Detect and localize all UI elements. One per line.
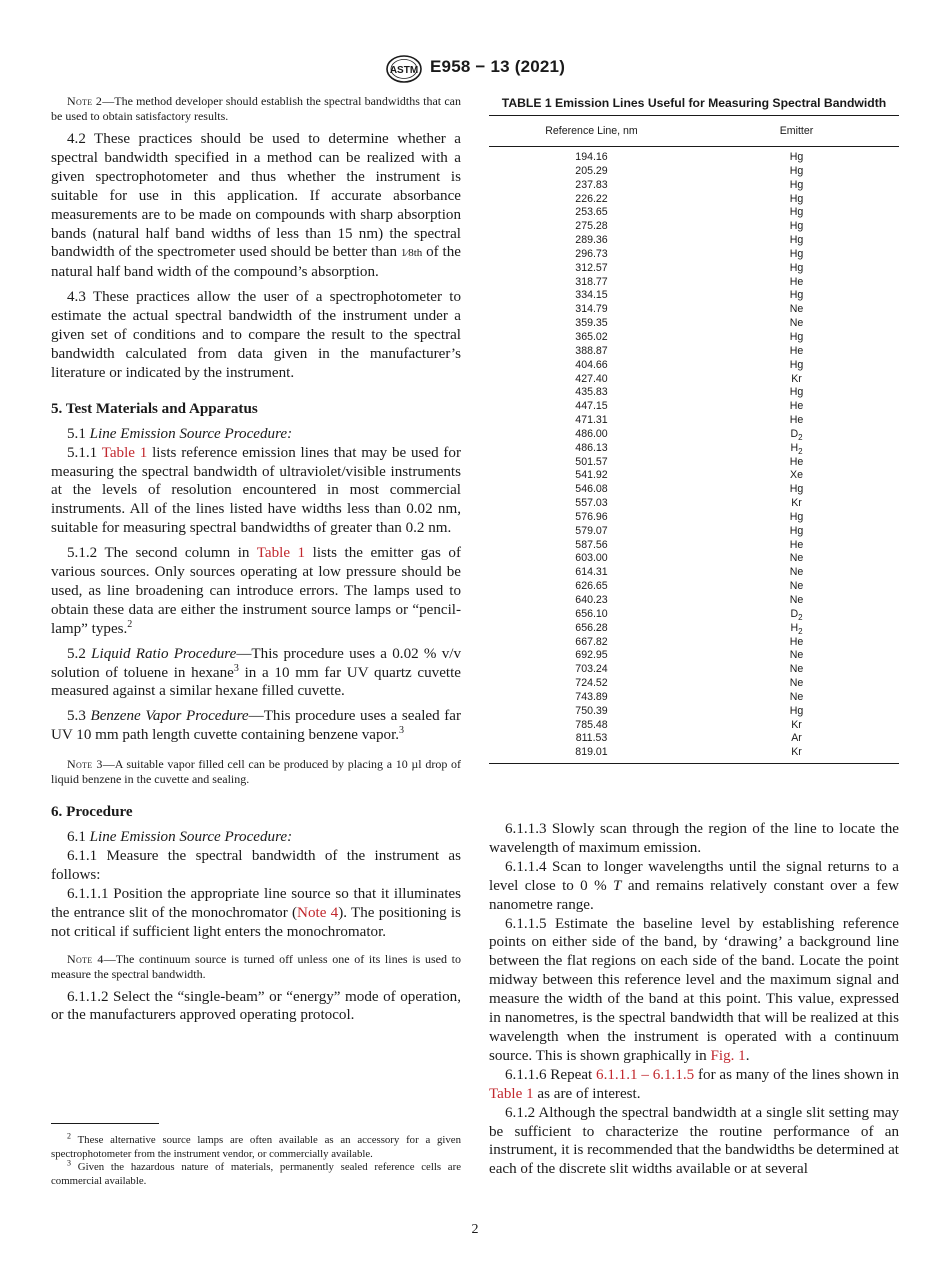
emitter-cell: $D_2$ [790, 607, 803, 622]
reference-line-cell: 318.77 [575, 275, 608, 288]
page-header [0, 52, 950, 86]
reference-line-cell: 486.00 [575, 427, 608, 440]
astm-logo [384, 54, 424, 84]
section-5-3: 5.3 Benzene Vapor Procedure—This procedure uses a sealed far UV 10 mm path length cuvette containing benzene vapor.$^3$ [51, 708, 461, 744]
emitter-cell: Hg [789, 524, 804, 537]
reference-line-cell: 667.82 [575, 635, 608, 648]
reference-line-cell: 447.15 [575, 400, 608, 413]
table-row [489, 566, 899, 580]
table-row [489, 414, 899, 428]
table-1-link[interactable]: Table 1 [101, 444, 148, 461]
section-6-1-1-2: 6.1.1.2 Select the “single-beam” or “energy” mode of operation, or the manufacturers approved operating protocol. [51, 988, 461, 1024]
reference-line-cell: 194.16 [575, 151, 608, 163]
table-row [489, 746, 899, 760]
emitter-cell: Hg [789, 206, 804, 219]
table-row [489, 289, 899, 303]
table-row [489, 608, 899, 622]
section-6-heading: 6. Procedure [51, 804, 133, 821]
emitter-cell: $H_2$ [790, 441, 803, 456]
table-row [489, 456, 899, 470]
reference-line-cell: 579.07 [575, 524, 608, 537]
table-row [489, 428, 899, 442]
reference-line-cell: 314.79 [575, 303, 608, 316]
reference-line-cell: 541.92 [575, 469, 608, 482]
table-row [489, 663, 899, 677]
section-5-heading: 5. Test Materials and Apparatus [51, 400, 258, 417]
emitter-cell: Hg [789, 178, 804, 191]
reference-line-cell: 656.28 [575, 621, 608, 634]
table-row [489, 719, 899, 733]
table-row [489, 151, 899, 165]
reference-line-cell: 811.53 [575, 732, 608, 745]
section-6-1-1-3: 6.1.1.3 Slowly scan through the region of the line to locate the wavelength of maximum emission. [489, 821, 899, 856]
table-row [489, 539, 899, 553]
right-column [489, 820, 899, 1179]
reference-line-cell: 334.15 [575, 289, 608, 302]
emitter-cell: Kr [791, 718, 802, 731]
section-6-1: 6.1 Line Emission Source Procedure: [67, 829, 293, 846]
table-row [489, 303, 899, 317]
emitter-cell: Ne [789, 649, 804, 662]
section-6-1-1-4: 6.1.1.4 Scan to longer wavelengths until the signal returns to a level close to 0 % T and remains relatively constant over a few nanometre range. [489, 858, 899, 913]
emitter-cell: Hg [789, 234, 804, 247]
reference-line-cell: 205.29 [575, 164, 608, 177]
note-2: Note 2—The method developer should establish the spectral bandwidths that can be used to obtain satisfactory results. [51, 94, 461, 123]
section-5-2: 5.2 Liquid Ratio Procedure—This procedure uses a 0.02 % v/v solution of toluene in hexane$^3$ in a 10 mm far UV quartz cuvette measured against a similar hexane filled cuvette. [51, 645, 462, 700]
emitter-cell: He [789, 635, 804, 648]
table-row [489, 497, 899, 511]
section-6-1-1-6: 6.1.1.6 Repeat 6.1.1.1 – 6.1.1.5 for as many of the lines shown in Table 1 as are of interest. [489, 1066, 900, 1102]
emitter-cell: He [789, 414, 804, 427]
reference-line-cell: 692.95 [575, 649, 608, 662]
reference-line-cell: 743.89 [575, 690, 608, 703]
emitter-cell: Hg [789, 510, 804, 523]
section-4-3: 4.3 These practices allow the user of a spectrophotometer to estimate the actual spectral bandwidth of the instrument under a given set of conditions and to compare the result to the spectral bandwidth calculated from data given in the manufacturer’s literature or indicated by the instrument. [51, 289, 461, 381]
emitter-cell: Ne [789, 566, 804, 579]
reference-line-cell: 626.65 [575, 580, 608, 593]
emitter-cell: Ne [789, 552, 804, 565]
table-row [489, 234, 899, 248]
document-id: E958 − 13 (2021) [430, 57, 566, 76]
column-header-emitter: Emitter [779, 125, 814, 137]
section-6-1-2: 6.1.2 Although the spectral bandwidth at a single slit setting may be sufficient to characterize the routine performance of an instrument, it is recommended that the bandwidths be determined at each of the discrete slit widths available or at several [489, 1104, 899, 1178]
reference-line-cell: 359.35 [575, 317, 608, 330]
section-5-1-2: 5.1.2 The second column in Table 1 lists the emitter gas of various sources. Only sources operating at low pressure should be used, as line broadening can introduce errors. The lamps used to obtain these data are either the instrument source lamps or “pencil-lamp” types.$^2$ [51, 545, 461, 637]
table-row [489, 373, 899, 387]
reference-line-cell: 471.31 [575, 414, 608, 427]
fig-1-link[interactable]: Fig. 1 [710, 1047, 746, 1064]
emitter-cell: Hg [789, 358, 804, 371]
table-row [489, 649, 899, 663]
note-4: Note 4—The continuum source is turned off unless one of its lines is used to measure the spectral bandwidth. [51, 951, 461, 981]
reference-line-cell: 587.56 [575, 538, 608, 551]
table-row [489, 636, 899, 650]
emitter-cell: Ar [791, 732, 802, 745]
emitter-cell: Ne [789, 663, 804, 676]
emitter-cell: Kr [791, 746, 802, 759]
table-row [489, 580, 899, 594]
table-title: TABLE 1 Emission Lines Useful for Measuring Spectral Bandwidth [501, 96, 887, 110]
table-row [489, 400, 899, 414]
table-row [489, 262, 899, 276]
reference-line-cell: 785.48 [575, 718, 608, 731]
section-4-2: 4.2 These practices should be used to determine whether a spectral bandwidth specified in a method can be realized with a given spectrophotometer and thus whether the instrument is suitable for use in this application. If accurate absorbance measurements are to be made on compounds with sharp absorption bands (natural half band widths of less than 15 nm) the spectral bandwidth of the spectrometer used should be better than 1⁄8th of the natural half band width of the compound’s absorption. [51, 131, 461, 281]
reference-line-cell: 576.96 [575, 510, 608, 523]
emitter-cell: Ne [789, 580, 804, 593]
emitter-cell: He [789, 275, 804, 288]
table-1 [489, 96, 899, 764]
svg-text:ASTM: ASTM [389, 65, 419, 76]
table-row [489, 331, 899, 345]
reference-line-cell: 435.83 [575, 386, 608, 399]
reference-line-cell: 427.40 [575, 372, 608, 385]
section-range-link[interactable]: 6.1.1.1 – 6.1.1.5 [596, 1066, 695, 1083]
footnote-3: $^3$ Given the hazardous nature of materials, permanently sealed reference cells are commercial available. [51, 1158, 461, 1187]
emitter-cell: Xe [790, 469, 803, 482]
emitter-cell: Kr [791, 497, 802, 510]
reference-line-cell: 275.28 [575, 220, 608, 233]
page-number: 2 [471, 1222, 479, 1237]
table-1-link[interactable]: Table 1 [256, 545, 306, 562]
reference-line-cell: 253.65 [575, 206, 608, 219]
table-row [489, 206, 899, 220]
table-1-link[interactable]: Table 1 [489, 1085, 534, 1102]
reference-line-cell: 724.52 [575, 677, 608, 690]
table-row [489, 345, 899, 359]
reference-line-cell: 296.73 [575, 247, 608, 260]
reference-line-cell: 703.24 [575, 663, 608, 676]
note-3: Note 3—A suitable vapor filled cell can be produced by placing a 10 µl drop of liquid benzene in the cuvette and sealing. [51, 757, 461, 787]
table-row [489, 442, 899, 456]
table-row [489, 677, 899, 691]
emitter-cell: $H_2$ [790, 621, 803, 636]
table-row [489, 552, 899, 566]
table-row [489, 691, 899, 705]
column-header-reference-line: Reference Line, nm [545, 125, 638, 137]
table-header [489, 116, 899, 146]
reference-line-cell: 614.31 [575, 566, 608, 579]
emitter-cell: Hg [789, 192, 804, 205]
emitter-cell: Hg [789, 289, 804, 302]
emitter-cell: Ne [789, 690, 804, 703]
emitter-cell: He [789, 400, 804, 413]
section-6-1-1-5: 6.1.1.5 Estimate the baseline level by establishing reference points on either side of the band, by ‘drawing’ a background line between the flat regions on each side of the band. Locate the point midway between this reference level and the maximum signal and measure the width of the band at this point. This value, expressed in nanometres, is the spectral bandwidth that will be realized at this wavelength when the instrument is operated with a continuum source. This is shown graphically in Fig. 1. [489, 915, 899, 1064]
emitter-cell: Hg [789, 164, 804, 177]
emitter-cell: Hg [789, 704, 804, 717]
reference-line-cell: 656.10 [575, 607, 608, 620]
emitter-cell: Kr [791, 372, 802, 385]
reference-line-cell: 557.03 [575, 497, 608, 510]
reference-line-cell: 226.22 [575, 192, 608, 205]
emitter-cell: Hg [789, 151, 804, 163]
footnotes [51, 1131, 461, 1188]
reference-line-cell: 501.57 [575, 455, 608, 468]
table-row [489, 386, 899, 400]
table-row [489, 248, 899, 262]
section-5-1: 5.1 Line Emission Source Procedure: [67, 425, 293, 442]
emitter-cell: He [789, 455, 804, 468]
emitter-cell: Ne [789, 317, 804, 330]
reference-line-cell: 486.13 [575, 441, 608, 454]
reference-line-cell: 404.66 [575, 358, 608, 371]
section-6-1-1: 6.1.1 Measure the spectral bandwidth of the instrument as follows: [51, 848, 461, 883]
table-row [489, 594, 899, 608]
reference-line-cell: 603.00 [575, 552, 608, 565]
reference-line-cell: 546.08 [575, 483, 608, 496]
reference-line-cell: 237.83 [575, 178, 608, 191]
reference-line-cell: 312.57 [575, 261, 608, 274]
emitter-cell: Hg [789, 247, 804, 260]
table-row [489, 483, 899, 497]
table-row [489, 525, 899, 539]
emitter-cell: Hg [789, 220, 804, 233]
reference-line-cell: 289.36 [575, 234, 608, 247]
reference-line-cell: 640.23 [575, 594, 608, 606]
table-row [489, 705, 899, 719]
table-row [489, 732, 899, 746]
table-row [489, 276, 899, 290]
reference-line-cell: 819.01 [575, 746, 608, 759]
table-row [489, 511, 899, 525]
note-4-link[interactable]: Note 4 [297, 904, 339, 921]
table-row [489, 317, 899, 331]
table-row [489, 469, 899, 483]
emitter-cell: Hg [789, 483, 804, 496]
emitter-cell: He [789, 538, 804, 551]
section-6-1-1-1: 6.1.1.1 Position the appropriate line source so that it illuminates the entrance slit of the monochromator (Note 4). The positioning is not critical if sufficient light enters the monochromator. [51, 885, 461, 940]
table-row [489, 622, 899, 636]
footnote-2: $^2$ These alternative source lamps are often available as an accessory for a given spectrophotometer from the instrument vendor, or commercially available. [51, 1131, 461, 1160]
emitter-cell: Hg [789, 330, 804, 343]
emitter-cell: $D_2$ [790, 427, 803, 442]
section-5-1-1: 5.1.1 Table 1 lists reference emission lines that may be used for measuring the spectral bandwidth of ultraviolet/visible instruments at the levels of resolution encountered in most commercial instruments. All of the lines listed have widths less than 0.02 nm, suitable for measuring spectral bandwidths of greater than 0.2 nm. [51, 444, 461, 537]
table-row [489, 165, 899, 179]
table-body [489, 147, 899, 763]
reference-line-cell: 750.39 [575, 704, 608, 717]
emitter-cell: Hg [789, 386, 804, 399]
emitter-cell: Hg [789, 261, 804, 274]
emitter-cell: Ne [789, 594, 804, 606]
reference-line-cell: 365.02 [575, 330, 608, 343]
reference-line-cell: 388.87 [575, 344, 608, 357]
table-row [489, 359, 899, 373]
emitter-cell: He [789, 344, 804, 357]
emitter-cell: Ne [789, 677, 804, 690]
footnote-divider [51, 1123, 159, 1124]
table-row [489, 220, 899, 234]
table-row [489, 179, 899, 193]
table-row [489, 193, 899, 207]
emitter-cell: Ne [789, 303, 804, 316]
left-column [51, 94, 461, 1025]
